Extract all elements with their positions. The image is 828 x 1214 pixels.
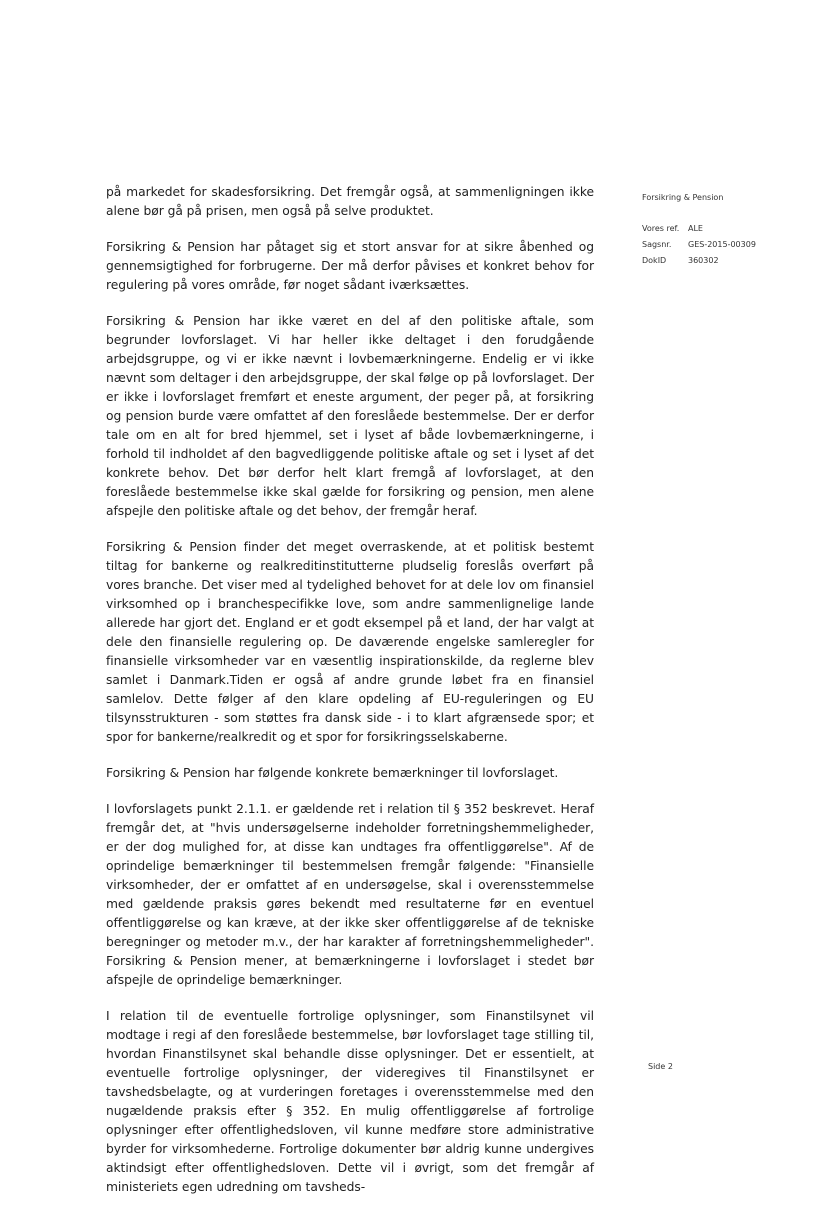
paragraph-4: Forsikring & Pension finder det meget overraskende, at et politisk bestemt tiltag for bankerne og realkreditinstitutterne pludselig foreslås overført på vores branche. Det viser med al tydelighed behovet for at dele lov om finansiel virksomhed op i branchespecifikke love, som andre sammenlignelige lande allerede har gjort det. England er et godt eksempel på et land, der har valgt at dele den finansielle regulering op. De daværende engelske samleregler for finansielle virksomheder var en væsentlig inspirationskilde, da reglerne blev samlet i Danmark.Tiden er også af andre grunde løbet fra en finansiel samlelov. Dette følger af den klare opdeling af EU-reguleringen og EU tilsynsstrukturen - som støttes fra dansk side - i to klart afgrænsede spor; et spor for bankerne/realkredit og et spor for forsikringsselskaberne. <box>106 540 594 744</box>
meta-value: GES-2015-00309 <box>688 240 756 249</box>
paragraph-7: I relation til de eventuelle fortrolige oplysninger, som Finanstilsynet vil modtage i regi af den foreslåede bestemmelse, bør lovforslaget tage stilling til, hvordan Finanstilsynet skal behandle disse oplysninger. Det er essentielt, at eventuelle fortrolige oplysninger, der videregives til Finanstilsynet er tavshedsbelagte, og at vurderingen foretages i overensstemmelse med den nugældende praksis efter § 352. En mulig offentliggørelse af fortrolige oplysninger efter offentlighedsloven, vil kunne medføre store administrative byrder for virksomhederne. Fortrolige dokumenter bør aldrig kunne undergives aktindsigt efter offentlighedsloven. Dette vil i øvrigt, som det fremgår af ministeriets egen udredning om tavsheds- <box>106 1009 594 1194</box>
paragraph-2: Forsikring & Pension har påtaget sig et stort ansvar for at sikre åbenhed og gennemsigtighed for forbrugerne. Der må derfor påvises et konkret behov for regulering på vores område, før noget sådant iværksættes. <box>106 240 594 292</box>
paragraph-5: Forsikring & Pension har følgende konkrete bemærkninger til lovforslaget. <box>106 766 559 780</box>
organization-name: Forsikring & Pension <box>642 193 724 202</box>
meta-label: DokID <box>642 256 667 265</box>
meta-value: ALE <box>688 224 703 233</box>
meta-row-reference <box>642 221 802 237</box>
paragraph-3: Forsikring & Pension har ikke været en del af den politiske aftale, som begrunder lovforslaget. Vi har heller ikke deltaget i den forudgående arbejdsgruppe, og vi er ikke nævnt i lovbemærkningerne. Endelig er vi ikke nævnt som deltager i den arbejdsgruppe, der skal følge op på lovforslaget. Der er ikke i lovforslaget fremført et eneste argument, der peger på, at forsikring og pension burde være omfattet af den foreslåede bestemmelse. Der er derfor tale om en alt for bred hjemmel, set i lyset af både lovbemærkningerne, i forhold til indholdet af den bagvedliggende politiske aftale og set i lyset af det konkrete behov. Det bør derfor helt klart fremgå af lovforslaget, at den foreslåede bestemmelse ikke skal gælde for forsikring og pension, men alene afspejle den politiske aftale og det behov, der fremgår heraf. <box>106 314 594 518</box>
meta-row-document-id <box>642 253 802 269</box>
paragraph-6: I lovforslagets punkt 2.1.1. er gældende ret i relation til § 352 beskrevet. Heraf fremgår det, at "hvis undersøgelserne indeholder forretningshemmeligheder, er der dog mulighed for, at disse kan undtages fra offentliggørelse". Af de oprindelige bemærkninger til bestemmelsen fremgår følgende: "Finansielle virksomheder, der er omfattet af en undersøgelse, skal i overensstemmelse med gældende praksis gøres bekendt med resultaterne før en eventuel offentliggørelse og kan kræve, at der ikke sker offentliggørelse af de tekniske beregninger og metoder m.v., der har karakter af forretningshemmeligheder". Forsikring & Pension mener, at bemærkningerne i lovforslaget i stedet bør afspejle de oprindelige bemærkninger. <box>106 802 594 987</box>
page-number: Side 2 <box>648 1062 673 1071</box>
paragraph-1: på markedet for skadesforsikring. Det fremgår også, at sammenligningen ikke alene bør gå på prisen, men også på selve produktet. <box>106 185 594 218</box>
sender-sidebar <box>642 190 802 269</box>
meta-label: Vores ref. <box>642 224 680 233</box>
letter-body <box>106 183 594 1214</box>
meta-value: 360302 <box>688 256 719 265</box>
meta-label: Sagsnr. <box>642 240 672 249</box>
meta-row-case-number <box>642 237 802 253</box>
